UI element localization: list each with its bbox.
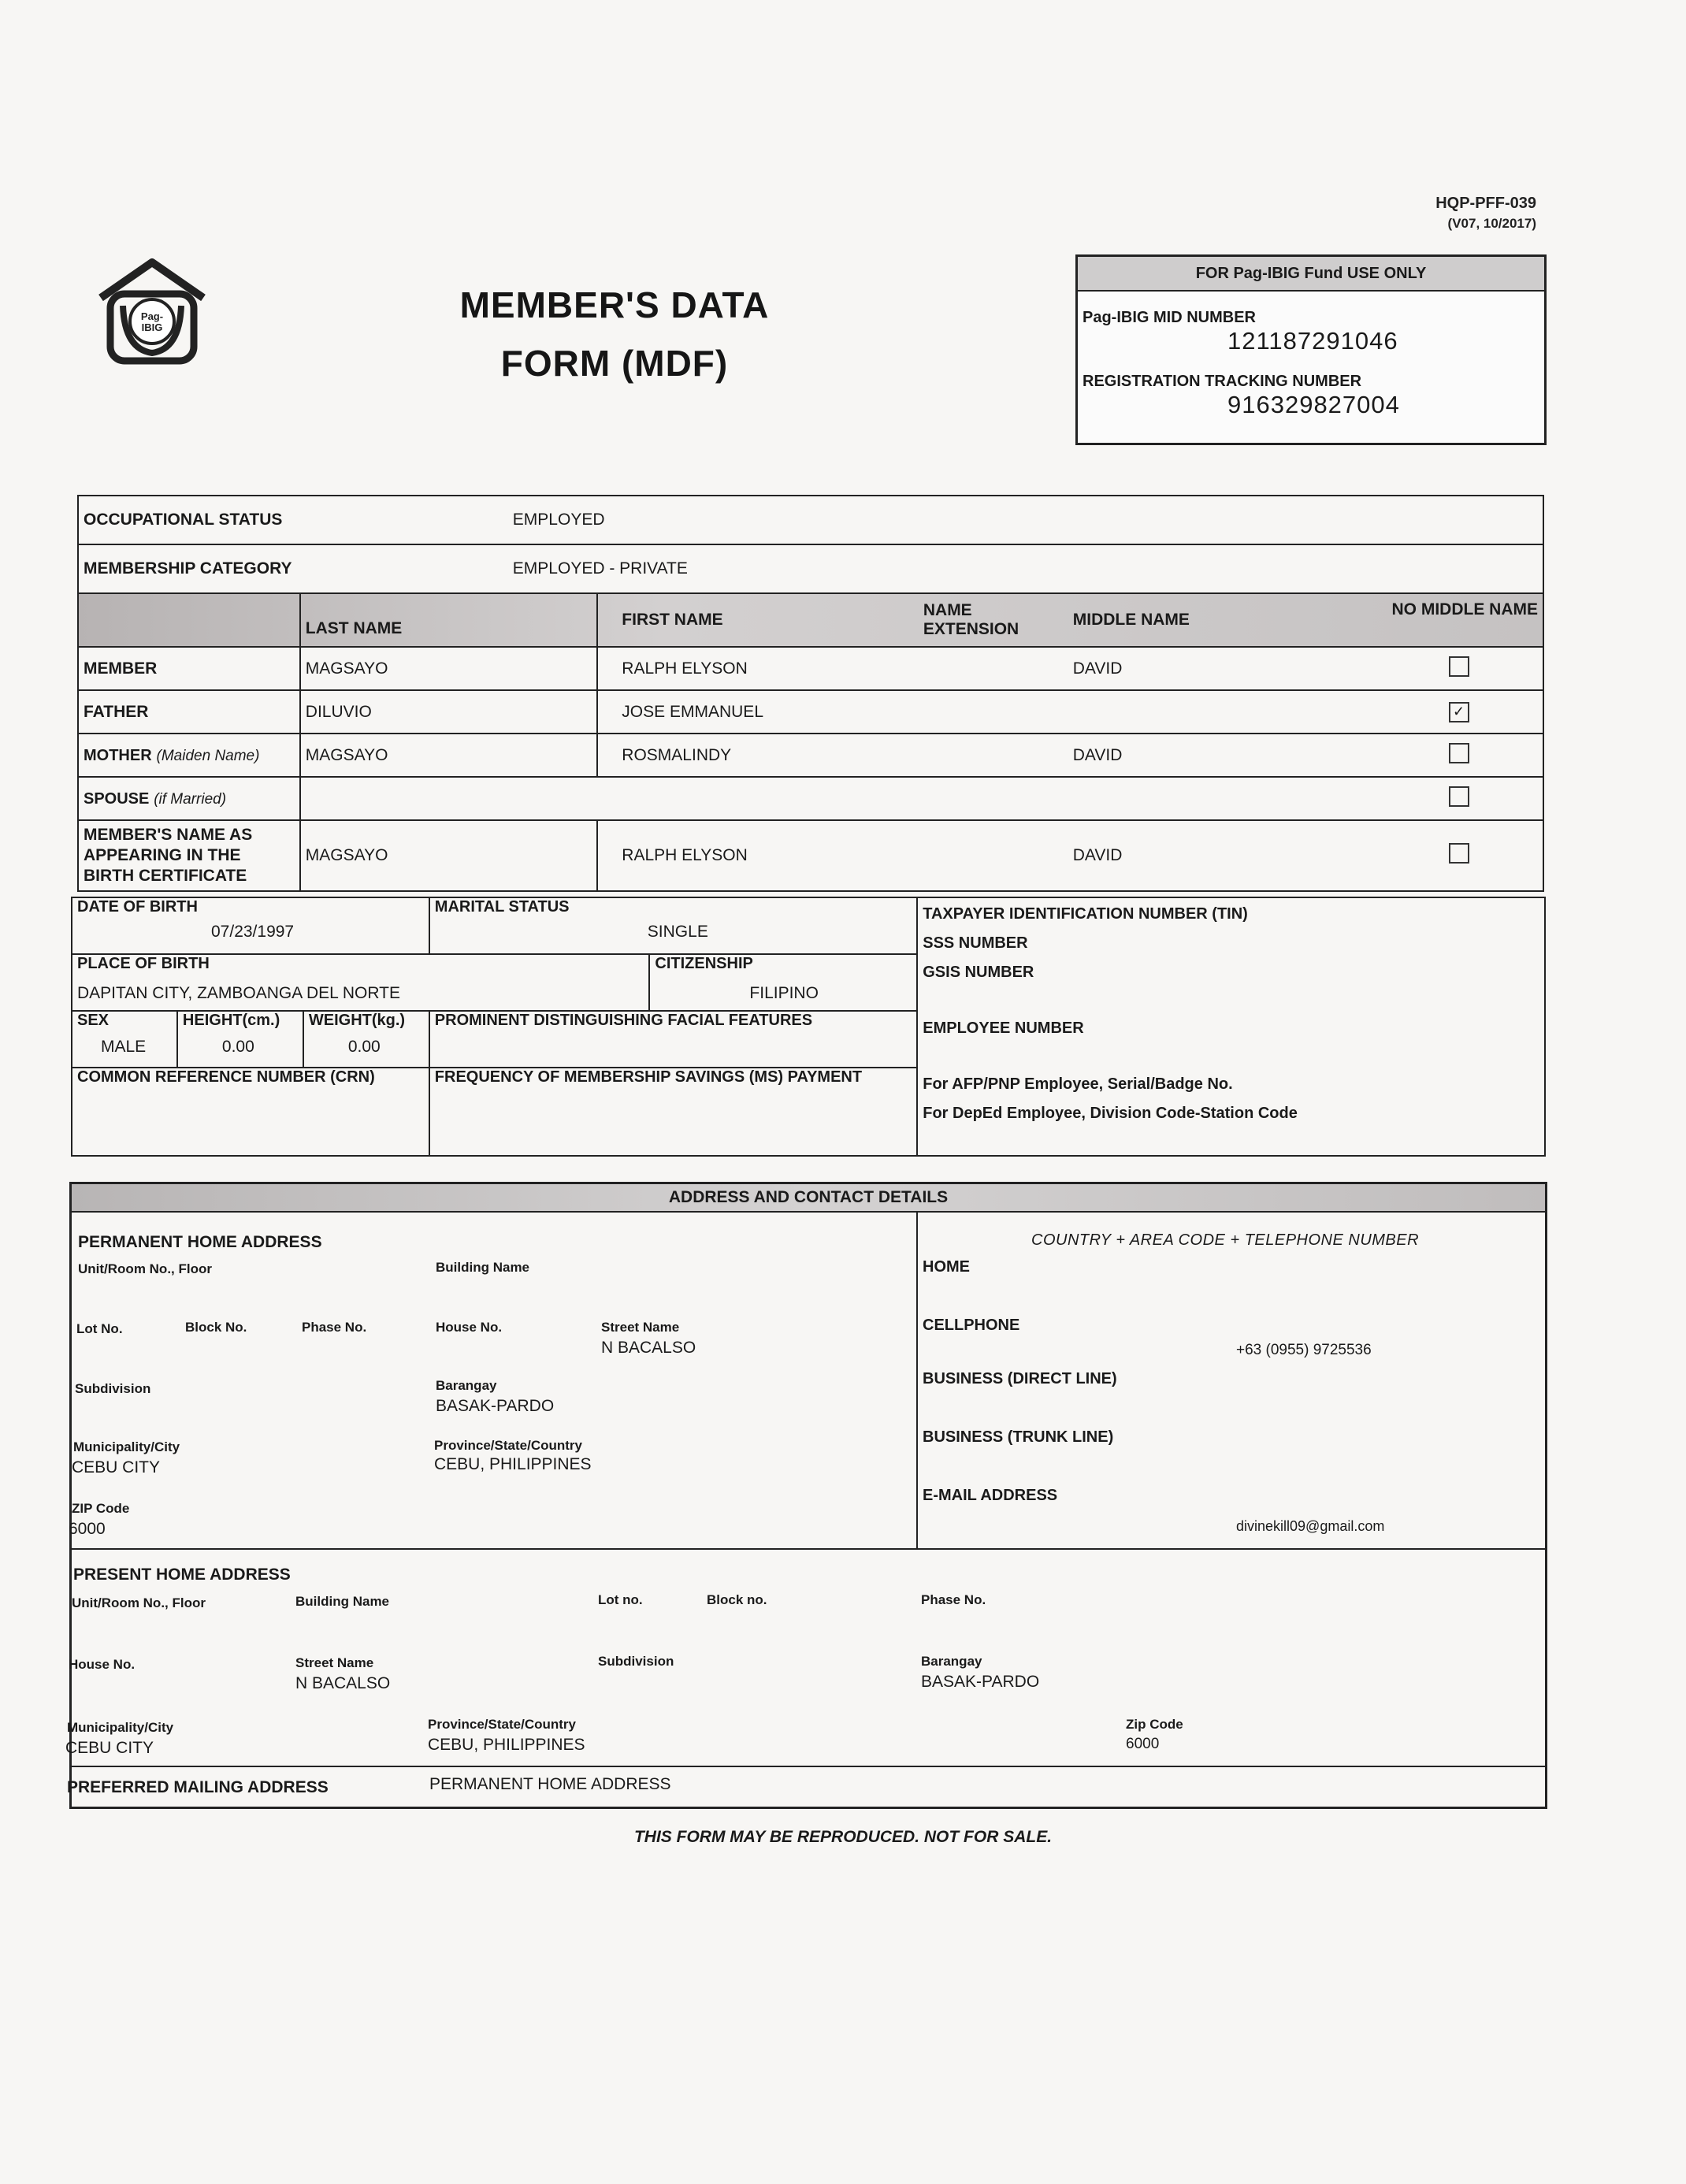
fund-use-header: FOR Pag-IBIG Fund USE ONLY — [1078, 257, 1544, 292]
id-numbers-cell — [917, 897, 1545, 1156]
mailing-address-label: PREFERRED MAILING ADDRESS — [67, 1778, 329, 1796]
member-names-table — [77, 495, 1544, 892]
height-value: 0.00 — [221, 1038, 254, 1056]
footer-note: THIS FORM MAY BE REPRODUCED. NOT FOR SALE. — [633, 1828, 1053, 1846]
name-row-father — [78, 690, 1543, 734]
header-no-middle-name: NO MIDDLE NAME — [1375, 593, 1543, 647]
crn-cell — [72, 1068, 429, 1156]
email-label: E-MAIL ADDRESS — [923, 1487, 1058, 1504]
afp-pnp-label: For AFP/PNP Employee, Serial/Badge No. — [923, 1075, 1233, 1093]
name-extension — [919, 647, 1068, 690]
perm-street-label: Street Name — [601, 1320, 680, 1335]
phone-format-hint: COUNTRY + AREA CODE + TELEPHONE NUMBER — [1031, 1231, 1420, 1249]
perm-phase-label: Phase No. — [302, 1320, 367, 1335]
perm-barangay-label: Barangay — [436, 1378, 497, 1393]
first-name: RALPH ELYSON — [597, 647, 919, 690]
pagibig-logo — [93, 251, 211, 369]
weight-cell — [303, 1011, 429, 1068]
first-name: RALPH ELYSON — [597, 820, 919, 891]
name-extension — [919, 690, 1068, 734]
rtn-value: 916329827004 — [1227, 391, 1400, 418]
last-name: MAGSAYO — [300, 647, 598, 690]
title-line-2: FORM (MDF) — [500, 343, 729, 384]
perm-barangay-value: BASAK-PARDO — [436, 1397, 555, 1415]
citizenship-value: FILIPINO — [749, 984, 819, 1002]
last-name: MAGSAYO — [300, 734, 598, 777]
pres-block-label: Block no. — [707, 1592, 767, 1607]
no-middle-name-checkbox[interactable] — [1449, 786, 1469, 807]
pres-city-label: Municipality/City — [67, 1720, 174, 1735]
row-label: SPOUSE — [84, 789, 150, 808]
middle-name: DAVID — [1068, 647, 1375, 690]
header-name-extension: NAME EXTENSION — [919, 593, 1068, 647]
perm-city-label: Municipality/City — [73, 1439, 180, 1454]
ms-frequency-label: FREQUENCY OF MEMBERSHIP SAVINGS (MS) PAYMENT — [434, 1068, 863, 1086]
names-header-row — [78, 593, 1543, 647]
dob-label: DATE OF BIRTH — [77, 898, 198, 916]
row-label: FATHER — [78, 690, 300, 734]
perm-building-label: Building Name — [436, 1260, 530, 1275]
form-version: (V07, 10/2017) — [1447, 216, 1536, 231]
place-of-birth-value: DAPITAN CITY, ZAMBOANGA DEL NORTE — [77, 984, 400, 1002]
pres-city-value: CEBU CITY — [65, 1739, 154, 1757]
perm-zip-label: ZIP Code — [72, 1501, 130, 1516]
pres-street-label: Street Name — [295, 1655, 374, 1670]
deped-label: For DepEd Employee, Division Code-Station Code — [923, 1105, 1298, 1122]
rtn-label: REGISTRATION TRACKING NUMBER — [1083, 373, 1362, 390]
mid-number-label: Pag-IBIG MID NUMBER — [1083, 309, 1256, 326]
perm-house-label: House No. — [436, 1320, 503, 1335]
present-address-title: PRESENT HOME ADDRESS — [73, 1566, 291, 1584]
divider — [72, 1548, 1545, 1550]
middle-name — [1068, 777, 1375, 820]
facial-features-label: PROMINENT DISTINGUISHING FACIAL FEATURES — [434, 1012, 813, 1029]
citizenship-cell — [649, 954, 917, 1011]
ms-frequency-cell — [429, 1068, 917, 1156]
perm-street-value: N BACALSO — [601, 1339, 696, 1357]
pres-phase-label: Phase No. — [921, 1592, 986, 1607]
header-middle-name: MIDDLE NAME — [1068, 593, 1375, 647]
employee-number-label: EMPLOYEE NUMBER — [923, 1020, 1084, 1037]
address-contact-section — [65, 1182, 1547, 1809]
place-of-birth-cell — [72, 954, 649, 1011]
sss-label: SSS NUMBER — [923, 934, 1028, 952]
perm-subdivision-label: Subdivision — [75, 1381, 151, 1396]
dob-value: 07/23/1997 — [211, 923, 295, 941]
first-name: ROSMALINDY — [597, 734, 919, 777]
gsis-label: GSIS NUMBER — [923, 964, 1034, 981]
membership-category-value: EMPLOYED - PRIVATE — [300, 544, 1543, 593]
business-trunk-label: BUSINESS (TRUNK LINE) — [923, 1428, 1114, 1446]
last-name — [300, 777, 598, 820]
divider — [916, 1211, 918, 1548]
mailing-address-value: PERMANENT HOME ADDRESS — [429, 1775, 671, 1793]
svg-text:Pag-: Pag- — [140, 310, 164, 322]
name-extension — [919, 734, 1068, 777]
pres-house-label: House No. — [69, 1657, 136, 1672]
title-line-1: MEMBER'S DATA — [459, 284, 770, 325]
name-row-mother — [78, 734, 1543, 777]
fund-use-box — [1075, 254, 1547, 445]
mid-number-value: 121187291046 — [1227, 327, 1398, 355]
name-row-spouse — [78, 777, 1543, 820]
perm-city-value: CEBU CITY — [72, 1458, 161, 1476]
name-extension — [919, 820, 1068, 891]
perm-unit-label: Unit/Room No., Floor — [78, 1261, 212, 1276]
perm-province-value: CEBU, PHILIPPINES — [434, 1455, 592, 1473]
no-middle-name-checkbox[interactable] — [1449, 743, 1469, 763]
cellphone-value: +63 (0955) 9725536 — [1236, 1342, 1372, 1358]
row-label: MEMBER'S NAME AS APPEARING IN THE BIRTH CERTIFICATE — [78, 820, 300, 891]
header-blank — [78, 593, 300, 647]
pres-unit-label: Unit/Room No., Floor — [72, 1595, 206, 1610]
occupational-status-label: OCCUPATIONAL STATUS — [78, 496, 300, 544]
last-name: MAGSAYO — [300, 820, 598, 891]
permanent-address-title: PERMANENT HOME ADDRESS — [78, 1233, 322, 1251]
form-code: HQP-PFF-039 — [1435, 195, 1536, 212]
middle-name — [1068, 690, 1375, 734]
sex-value: MALE — [101, 1038, 147, 1056]
height-cell — [177, 1011, 303, 1068]
marital-status-cell — [429, 897, 917, 954]
crn-label: COMMON REFERENCE NUMBER (CRN) — [77, 1068, 375, 1086]
weight-label: WEIGHT(kg.) — [308, 1012, 406, 1029]
form-title — [410, 276, 819, 392]
name-extension — [919, 777, 1068, 820]
address-section-header: ADDRESS AND CONTACT DETAILS — [72, 1184, 1545, 1213]
pres-barangay-label: Barangay — [921, 1654, 982, 1669]
personal-details-table — [71, 897, 1546, 1157]
home-phone-label: HOME — [923, 1258, 970, 1276]
header-first-name: FIRST NAME — [597, 593, 919, 647]
name-row-birth-certificate — [78, 820, 1543, 891]
cellphone-label: CELLPHONE — [923, 1317, 1020, 1334]
place-of-birth-label: PLACE OF BIRTH — [77, 955, 210, 972]
perm-zip-value: 6000 — [69, 1520, 106, 1538]
header-last-name: LAST NAME — [300, 593, 598, 647]
weight-value: 0.00 — [347, 1038, 381, 1056]
perm-province-label: Province/State/Country — [434, 1438, 582, 1453]
row-label: MEMBER — [78, 647, 300, 690]
sex-cell — [72, 1011, 177, 1068]
divider — [72, 1766, 1545, 1767]
occupational-status-row — [78, 496, 1543, 544]
no-middle-name-checkbox[interactable] — [1449, 656, 1469, 677]
tin-label: TAXPAYER IDENTIFICATION NUMBER (TIN) — [923, 905, 1248, 923]
svg-text:IBIG: IBIG — [141, 321, 163, 333]
row-label-note: (Maiden Name) — [156, 747, 260, 764]
membership-category-row — [78, 544, 1543, 593]
business-direct-label: BUSINESS (DIRECT LINE) — [923, 1370, 1117, 1387]
pres-street-value: N BACALSO — [295, 1674, 391, 1692]
citizenship-label: CITIZENSHIP — [655, 955, 753, 972]
pres-province-label: Province/State/Country — [428, 1717, 576, 1732]
membership-category-label: MEMBERSHIP CATEGORY — [78, 544, 300, 593]
height-label: HEIGHT(cm.) — [182, 1012, 280, 1029]
pres-building-label: Building Name — [295, 1594, 390, 1609]
email-value: divinekill09@gmail.com — [1236, 1518, 1385, 1534]
pres-province-value: CEBU, PHILIPPINES — [428, 1736, 585, 1754]
marital-status-value: SINGLE — [647, 923, 708, 941]
first-name: JOSE EMMANUEL — [597, 690, 919, 734]
marital-status-label: MARITAL STATUS — [434, 898, 570, 916]
perm-block-label: Block No. — [185, 1320, 247, 1335]
middle-name: DAVID — [1068, 734, 1375, 777]
no-middle-name-checkbox[interactable] — [1449, 843, 1469, 864]
name-row-member — [78, 647, 1543, 690]
row-label: MOTHER — [84, 746, 152, 764]
sex-label: SEX — [77, 1012, 110, 1029]
pres-subdivision-label: Subdivision — [598, 1654, 674, 1669]
occupational-status-value: EMPLOYED — [300, 496, 1543, 544]
dob-cell — [72, 897, 429, 954]
pres-lot-label: Lot no. — [598, 1592, 643, 1607]
no-middle-name-checkbox-checked[interactable]: ✓ — [1449, 702, 1469, 722]
pres-zip-label: Zip Code — [1126, 1717, 1183, 1732]
facial-features-cell — [429, 1011, 917, 1068]
row-label-note: (if Married) — [154, 790, 227, 808]
pres-zip-value: 6000 — [1126, 1736, 1160, 1752]
form-code-block — [1435, 193, 1536, 234]
pres-barangay-value: BASAK-PARDO — [921, 1673, 1040, 1691]
perm-lot-label: Lot No. — [76, 1321, 123, 1336]
middle-name: DAVID — [1068, 820, 1375, 891]
first-name — [597, 777, 919, 820]
last-name: DILUVIO — [300, 690, 598, 734]
